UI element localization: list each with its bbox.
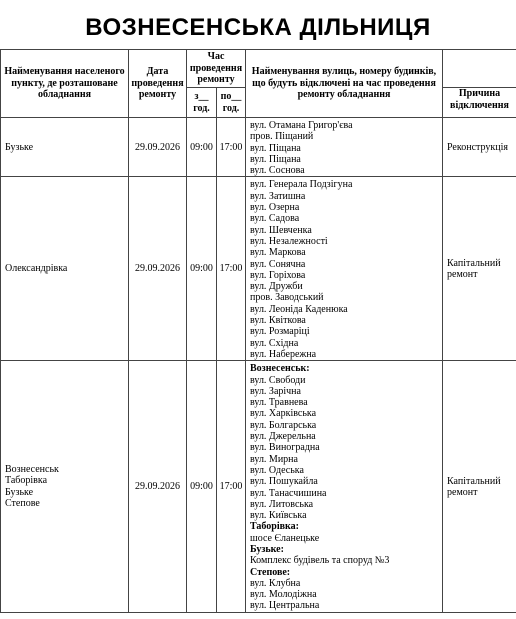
street-item: вул. Київська (250, 510, 307, 522)
time-from-cell: 09:00 (187, 361, 217, 613)
street-item: вул. Східна (250, 337, 299, 349)
street-item: вул. Квіткова (250, 315, 306, 327)
date-cell: 29.09.2026 (129, 118, 187, 177)
street-item: вул. Садова (250, 213, 300, 225)
street-item: вул. Молодіжна (250, 589, 317, 601)
settlement-subheading: Вознесенськ: (250, 363, 310, 375)
settlement-cell (1, 177, 129, 361)
settlement-name: Таборівка (5, 475, 48, 487)
reason-cell: Реконструкція (443, 118, 516, 177)
street-item: вул. Литовська (250, 498, 314, 510)
street-item: вул. Пошукайла (250, 476, 318, 488)
street-item: вул. Незалежності (250, 235, 328, 247)
header-settlement: Найменування населеного пункту, де розташоване обладнання (1, 50, 129, 118)
streets-cell (246, 118, 443, 177)
reason-cell: Капітальний ремонт (443, 361, 516, 613)
table-row (1, 118, 516, 177)
street-item: вул. Набережна (250, 348, 317, 360)
header-date: Дата проведення ремонту (129, 50, 187, 118)
settlement-name: Бузьке (5, 141, 34, 153)
page-title: ВОЗНЕСЕНСЬКА ДІЛЬНИЦЯ (85, 14, 431, 41)
header-reason: Причина відключення (443, 88, 516, 118)
street-item: пров. Заводський (250, 292, 324, 304)
time-to-cell: 17:00 (217, 361, 246, 613)
street-item: вул. Болгарська (250, 419, 317, 431)
time-to-cell: 17:00 (217, 118, 246, 177)
date-cell: 29.09.2026 (129, 361, 187, 613)
street-item: вул. Леоніда Каденюка (250, 303, 348, 315)
street-item: вул. Піщана (250, 142, 301, 154)
date-cell: 29.09.2026 (129, 177, 187, 361)
street-item: вул. Джерельна (250, 431, 316, 443)
street-item: вул. Розмаріці (250, 326, 310, 338)
street-item: шосе Єланецьке (250, 532, 320, 544)
street-item: вул. Харківська (250, 408, 317, 420)
street-item: вул. Отамана Григор'єва (250, 120, 353, 131)
time-from-cell: 09:00 (187, 177, 217, 361)
time-from-cell: 09:00 (187, 118, 217, 177)
streets-cell (246, 361, 443, 613)
street-item: вул. Шевченка (250, 224, 312, 236)
settlement-name: Вознесенськ (5, 463, 59, 475)
street-item: вул. Піщана (250, 153, 301, 165)
settlement-cell (1, 118, 129, 177)
time-to-cell: 17:00 (217, 177, 246, 361)
street-item: вул. Затишна (250, 190, 306, 202)
street-item: вул. Маркова (250, 247, 306, 259)
street-item: вул. Клубна (250, 577, 301, 589)
reason-cell: Капітальний ремонт (443, 177, 516, 361)
settlement-name: Олександрівка (5, 263, 68, 275)
street-item: вул. Дружби (250, 281, 303, 293)
street-item: вул. Свободи (250, 374, 306, 386)
street-item: вул. Центральна (250, 600, 320, 612)
street-item: пров. Піщаний (250, 131, 314, 143)
table-body (1, 118, 516, 613)
street-item: вул. Одеська (250, 464, 304, 476)
streets-cell (246, 177, 443, 361)
settlement-cell (1, 361, 129, 613)
street-item: Комплекс будівель та споруд №3 (250, 555, 390, 567)
street-item: вул. Генерала Подзігуна (250, 179, 353, 191)
street-item: вул. Травнева (250, 397, 308, 409)
street-item: вул. Горіхова (250, 269, 306, 281)
header-time: Час проведення ремонту (187, 50, 246, 88)
settlement-subheading: Степове: (250, 566, 291, 578)
street-item: вул. Танасчишина (250, 487, 327, 499)
street-item: вул. Соснова (250, 165, 305, 177)
settlement-subheading: Таборівка: (250, 521, 299, 533)
repair-schedule-table (0, 49, 516, 613)
table-row (1, 177, 516, 361)
settlement-subheading: Бузьке: (250, 543, 284, 555)
header-time-from: з__ год. (187, 88, 217, 118)
street-item: вул. Зарічна (250, 385, 301, 397)
header-blank (443, 50, 516, 88)
street-item: вул. Виноградна (250, 442, 320, 454)
header-streets: Найменування вулиць, номеру будинків, що будуть відключені на час проведення ремонту обладнання (246, 50, 443, 118)
table-row (1, 361, 516, 613)
header-time-to: по__ год. (217, 88, 246, 118)
settlement-name: Степове (5, 497, 40, 509)
street-item: вул. Мирна (250, 453, 298, 465)
street-item: вул. Озерна (250, 202, 300, 214)
street-item: вул. Сонячна (250, 258, 306, 270)
settlement-name: Бузьке (5, 486, 34, 498)
